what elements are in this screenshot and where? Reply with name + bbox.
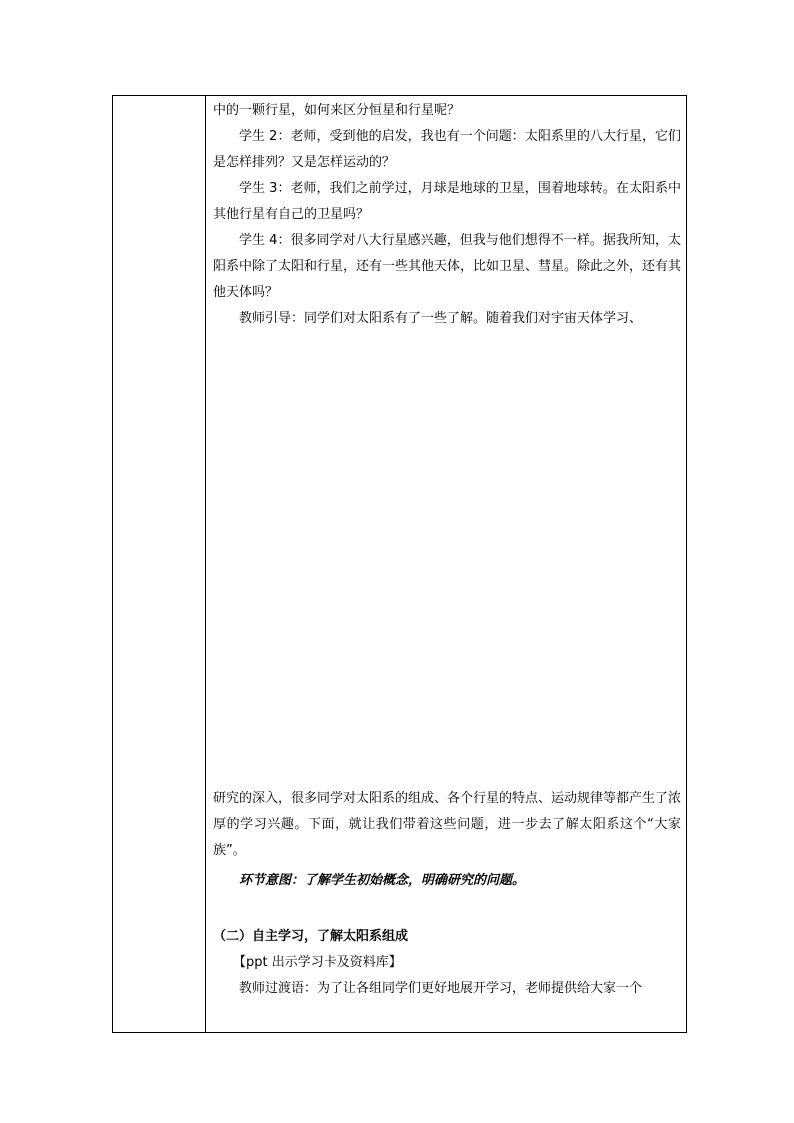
paragraph-student-4: 学生 4：很多同学对八大行星感兴趣，但我与他们想得不一样。据我所知，太阳系中除了太阳和行星，还有一些其他天体，比如卫星、彗星。除此之外，还有其他天体吗？: [213, 233, 682, 300]
bottom-text-block: [213, 786, 681, 1002]
paragraph-teacher-guide: 教师引导：同学们对太阳系有了一些了解。随着我们对宇宙天体学习、: [239, 311, 643, 326]
lesson-plan-table: [112, 95, 687, 1033]
intent-note: 环节意图：了解学生初始概念，明确研究的问题。: [239, 873, 526, 888]
paragraph-student-3: 学生 3：老师，我们之前学过，月球是地球的卫星，围着地球转。在太阳系中其他行星有自己的卫星吗？: [213, 181, 681, 222]
ppt-note: 【ppt 出示学习卡及资料库】: [233, 955, 402, 970]
paragraph-1: 中的一颗行星，如何来区分恒星和行星呢？: [213, 103, 461, 118]
paragraph-student-2: 学生 2：老师，受到他的启发，我也有一个问题：太阳系里的八大行星，它们是怎样排列？又是怎样运动的？: [213, 129, 681, 170]
top-text-block: [213, 98, 681, 332]
section-heading: （二）自主学习，了解太阳系组成: [213, 929, 409, 944]
paragraph-continuation: 研究的深入，很多同学对太阳系的组成、各个行星的特点、运动规律等都产生了浓厚的学习兴趣。下面，就让我们带着这些问题，进一步去了解太阳系这个“大家族”。: [213, 791, 682, 858]
paragraph-teacher-transition: 教师过渡语：为了让各组同学们更好地展开学习，老师提供给大家一个: [239, 981, 643, 996]
column-divider: [205, 96, 206, 1032]
